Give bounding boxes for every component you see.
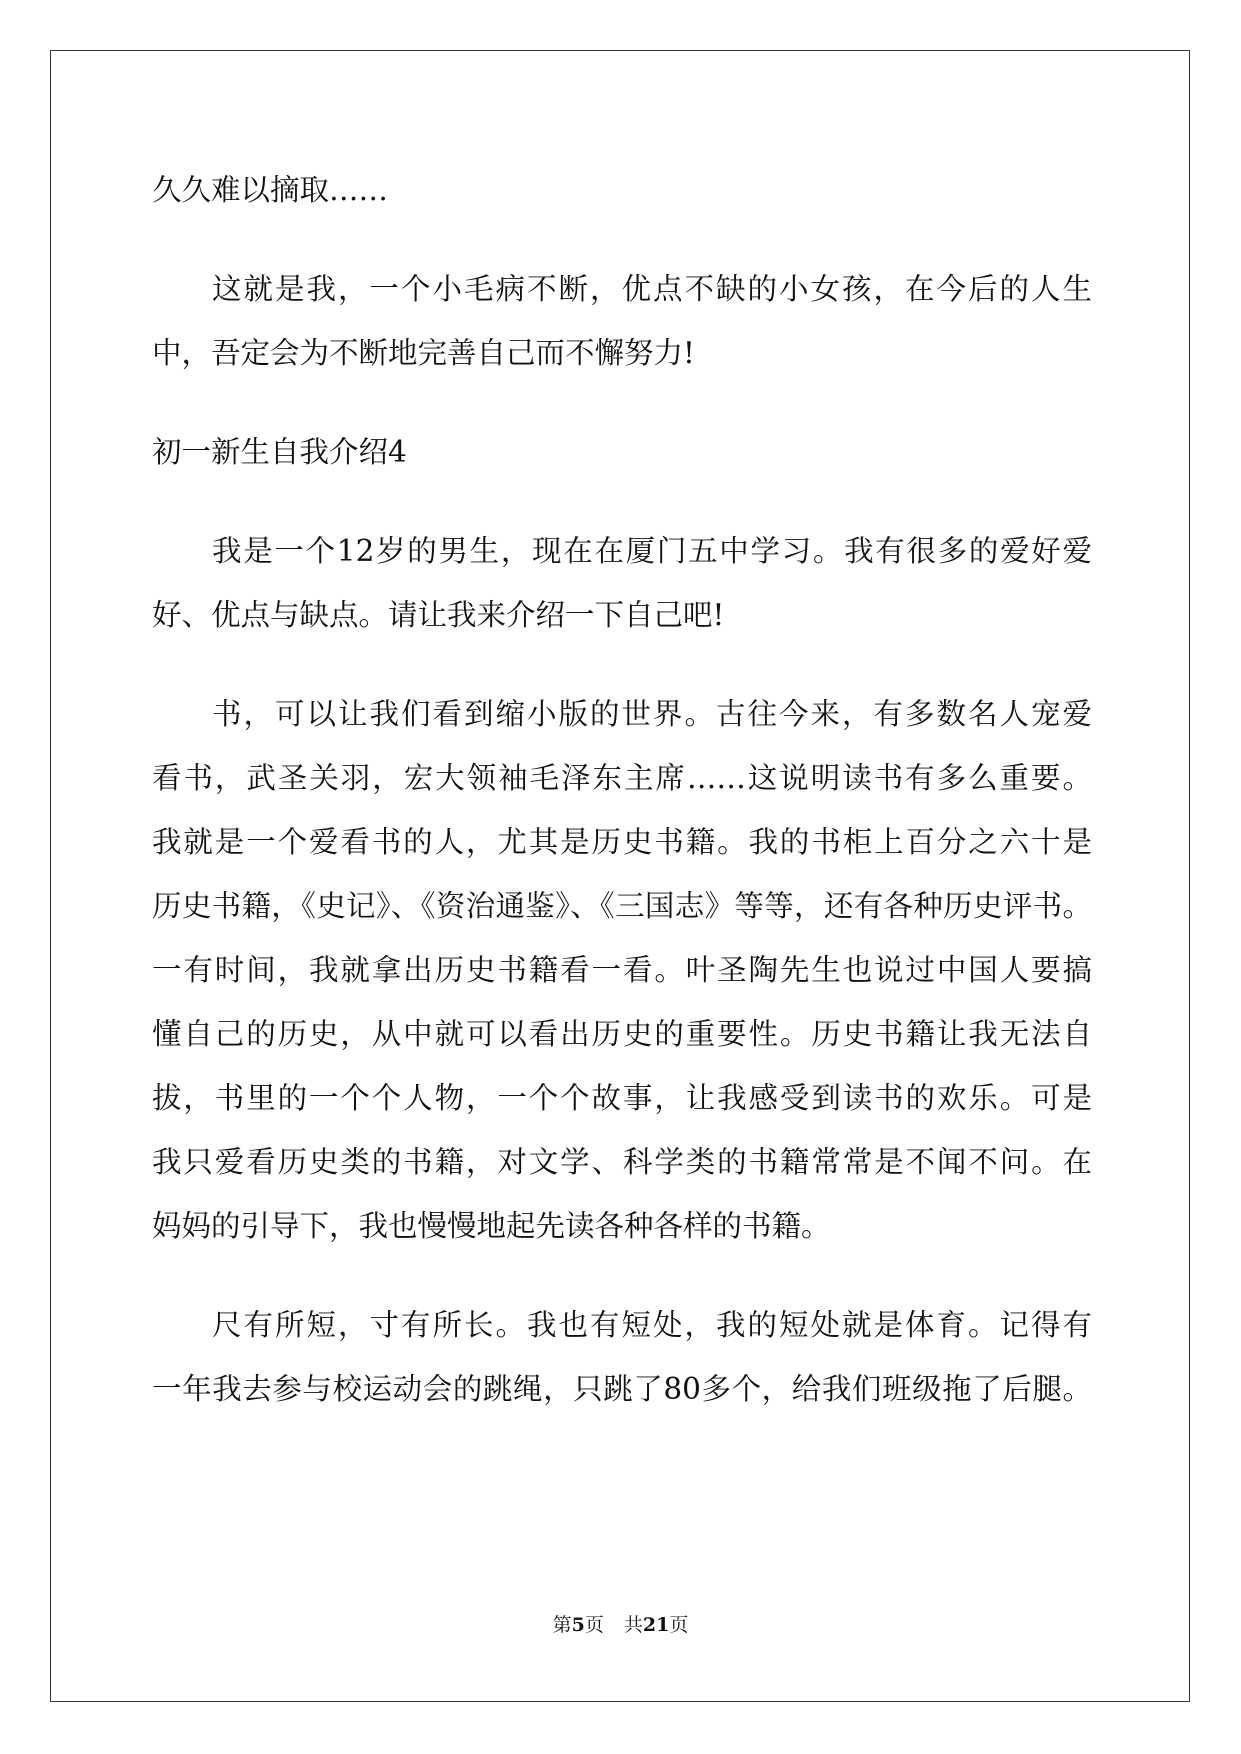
text-line: 书，可以让我们看到缩小版的世界。古往今来，有多数名人宠爱 [212,697,1092,731]
section-heading: 初一新生自我介绍4 [152,435,407,469]
page-total-prefix: 共 [623,1614,643,1636]
page-number-current: 5 [571,1614,585,1636]
paragraph-gap [152,484,1092,519]
text-line: 久久难以摘取…… [152,173,389,207]
text-line: 中，吾定会为不断地完善自己而不懈努力! [152,336,695,370]
text-line: 我只爱看历史类的书籍，对文学、科学类的书籍常常是不闻不问。在 [152,1145,1092,1179]
text-line: 一年我去参与校运动会的跳绳，只跳了80多个，给我们班级拖了后腿。 [152,1372,1092,1406]
paragraph-gap [152,1258,1092,1293]
text-line: 妈妈的引导下，我也慢慢地起先读各种各样的书籍。 [152,1209,831,1243]
text-line: 懂自己的历史，从中就可以看出历史的重要性。历史书籍让我无法自 [152,1017,1092,1051]
paragraph-gap [152,385,1092,420]
paragraph-gap [152,222,1092,257]
page-number-prefix: 第 [552,1614,572,1636]
page-total-suffix: 页 [669,1614,689,1636]
text-line: 好、优点与缺点。请让我来介绍一下自己吧! [152,598,725,632]
page-footer [0,1610,1241,1637]
text-line: 尺有所短，寸有所长。我也有短处，我的短处就是体育。记得有 [212,1308,1092,1342]
page-number-suffix: 页 [584,1614,604,1636]
document-body [152,158,1092,1421]
text-line: 我是一个12岁的男生，现在在厦门五中学习。我有很多的爱好爱 [212,534,1092,568]
paragraph-gap [152,647,1092,682]
text-line: 历史书籍，《史记》、《资治通鉴》、《三国志》等等，还有各种历史评书。 [152,889,1092,923]
page-number-total: 21 [642,1614,670,1636]
text-line: 拔，书里的一个个人物，一个个故事，让我感受到读书的欢乐。可是 [152,1081,1092,1115]
text-line: 一有时间，我就拿出历史书籍看一看。叶圣陶先生也说过中国人要搞 [152,953,1092,987]
text-line: 这就是我，一个小毛病不断，优点不缺的小女孩，在今后的人生 [212,272,1092,306]
text-line: 看书，武圣关羽，宏大领袖毛泽东主席……这说明读书有多么重要。 [152,761,1092,795]
text-line: 我就是一个爱看书的人，尤其是历史书籍。我的书柜上百分之六十是 [152,825,1092,859]
